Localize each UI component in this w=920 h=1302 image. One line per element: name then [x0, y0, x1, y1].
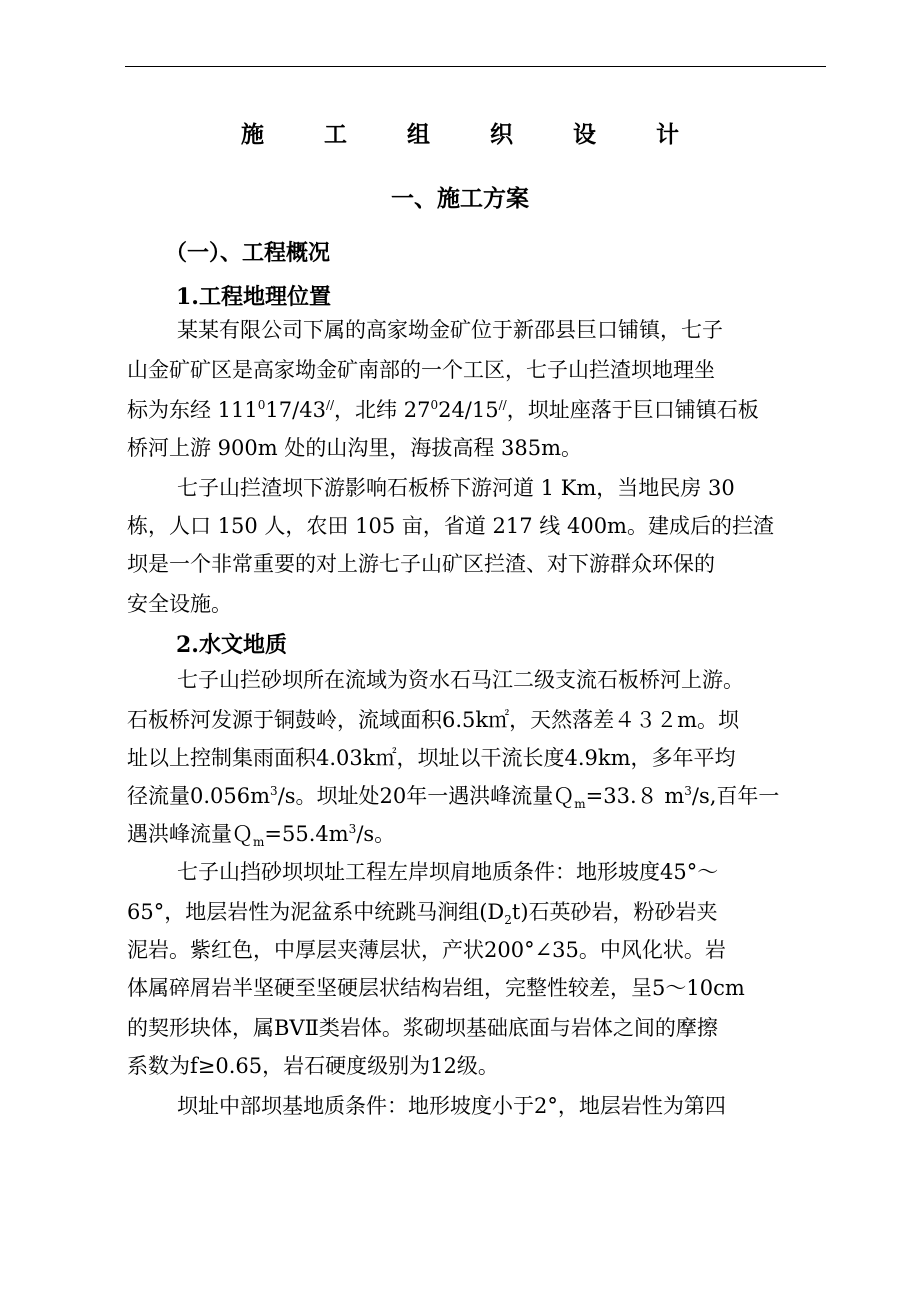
paragraph-line: 坝是一个非常重要的对上游七子山矿区拦渣、对下游群众环保的	[127, 552, 715, 576]
paragraph-line: 的契形块体，属BVⅡ类岩体。浆砌坝基础底面与岩体之间的摩擦	[127, 1016, 718, 1040]
paragraph-line: 遇洪峰流量$Q_m=55.4m^3/s$。	[127, 822, 396, 850]
paragraph-line: 某某有限公司下属的高家坳金矿位于新邵县巨口铺镇，七子	[177, 318, 723, 342]
section-title: 一、施工方案	[391, 185, 529, 212]
paragraph-line: 址以上控制集雨面积4.03k㎡，坝址以干流长度4.9km，多年平均	[127, 746, 736, 770]
paragraph-line: 坝址中部坝基地质条件：地形坡度小于2°，地层岩性为第四	[177, 1094, 726, 1118]
paragraph-line: 七子山拦渣坝下游影响石板桥下游河道 1 Km，当地民房 30	[177, 476, 735, 500]
header-rule	[125, 66, 826, 67]
document-title: 施 工 组 织 设 计	[240, 121, 706, 148]
paragraph-line: 标为东经 $111^017/43^{//}$，北纬 $27^024/15^{//}$，坝址座落于巨口铺镇石板	[127, 398, 759, 422]
paragraph-line: 径流量$0.056m^3/s$。坝址处20年一遇洪峰流量Ｑ$_m$=33.８ $m^3/s$,百年一	[127, 784, 780, 812]
paragraph-line: 系数为f≥0.65，岩石硬度级别为12级。	[127, 1054, 499, 1078]
paragraph-line: 山金矿矿区是高家坳金矿南部的一个工区，七子山拦渣坝地理坐	[127, 358, 715, 382]
paragraph-line: 七子山挡砂坝坝址工程左岸坝肩地质条件：地形坡度45°～	[177, 860, 719, 884]
paragraph-line: 泥岩。紫红色，中厚层夹薄层状，产状200°∠35。中风化状。岩	[127, 938, 726, 962]
paragraph-line: 七子山拦砂坝所在流域为资水石马江二级支流石板桥河上游。	[177, 668, 744, 692]
heading-hydrogeology: 2.水文地质	[176, 632, 287, 658]
paragraph-line: 石板桥河发源于铜鼓岭，流域面积6.5k㎡，天然落差４３２m。坝	[127, 708, 740, 732]
paragraph-line: 体属碎屑岩半坚硬至坚硬层状结构岩组，完整性较差，呈5～10cm	[127, 976, 745, 1000]
heading-geographic-location: 1.工程地理位置	[176, 284, 331, 310]
paragraph-line: 桥河上游 900m 处的山沟里，海拔高程 385m。	[127, 436, 583, 460]
paragraph-line: 栋，人口 150 人，农田 105 亩，省道 217 线 400m。建成后的拦渣	[127, 514, 774, 538]
subsection-title: （一）、工程概况	[165, 240, 331, 266]
paragraph-line: 65°，地层岩性为泥盆系中统跳马涧组$(D_2t)$石英砂岩，粉砂岩夹	[127, 900, 718, 928]
paragraph-line: 安全设施。	[127, 592, 232, 616]
